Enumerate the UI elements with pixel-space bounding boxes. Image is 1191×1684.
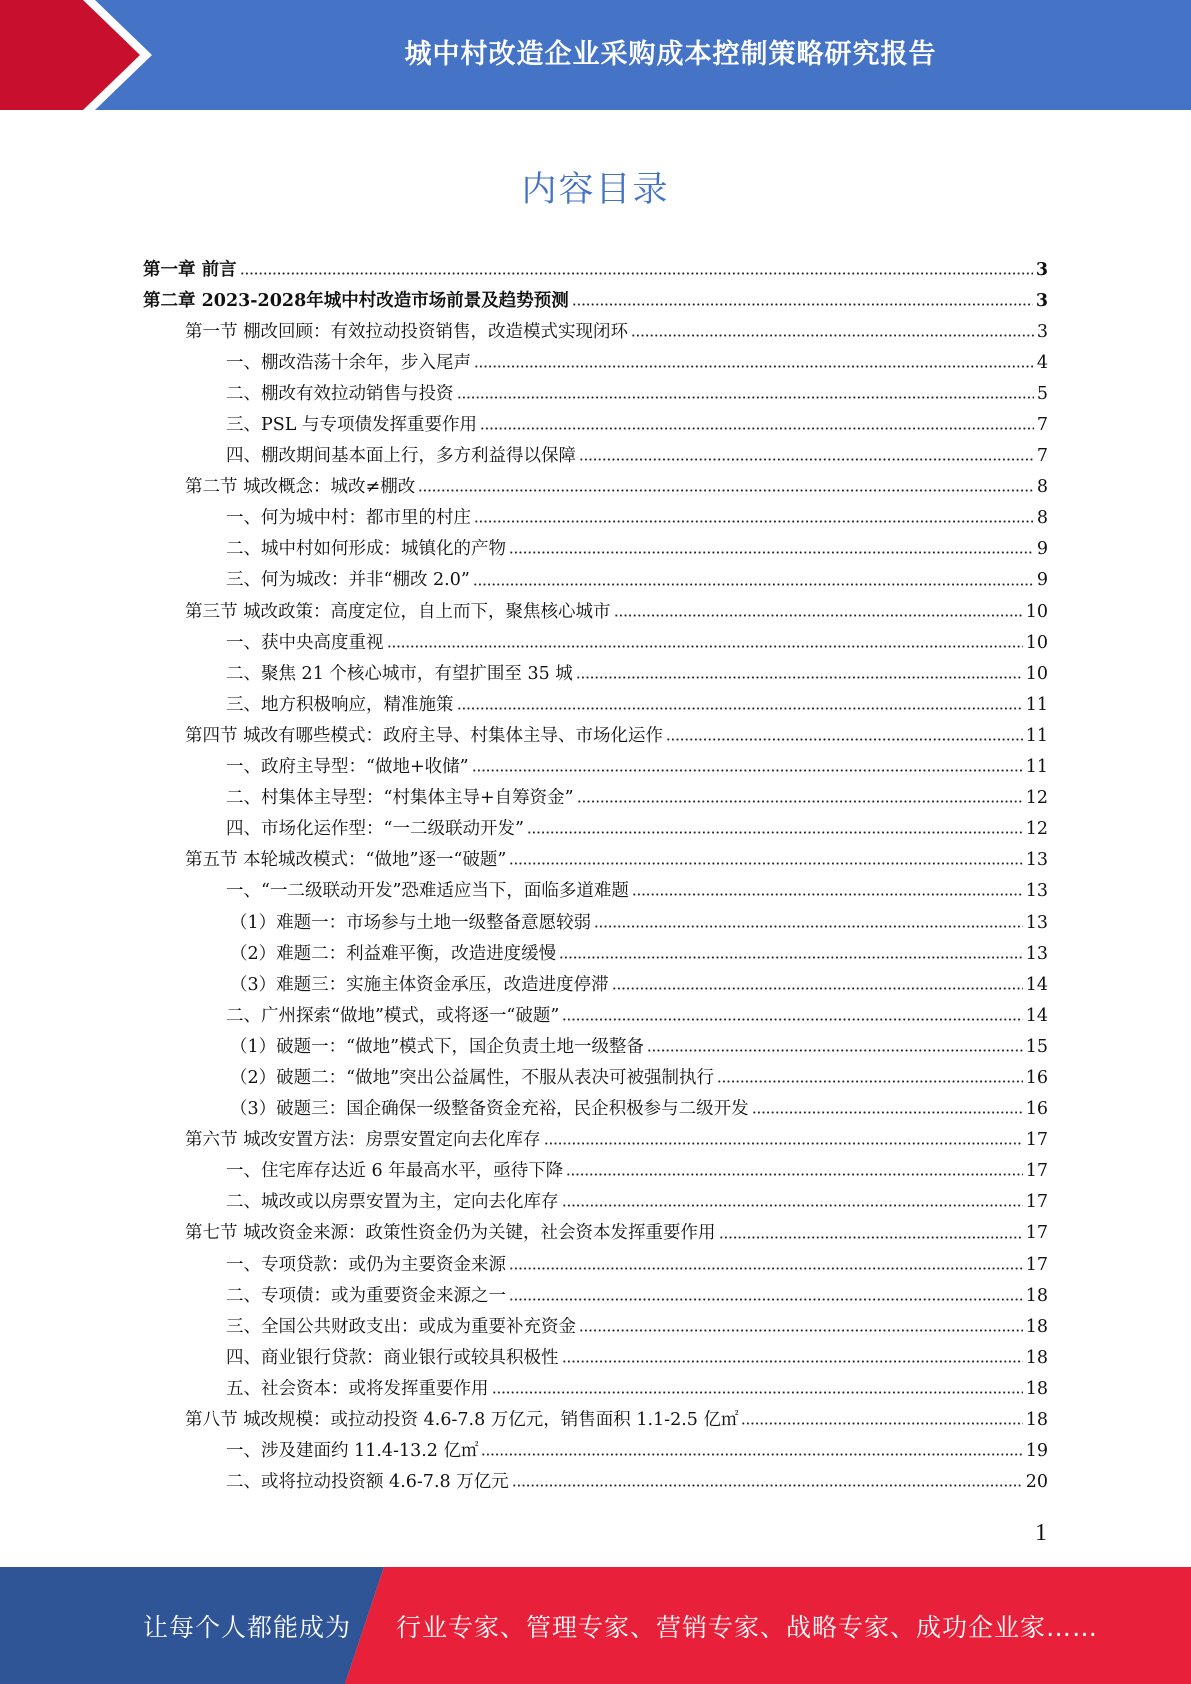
toc-entry[interactable] bbox=[143, 1249, 1048, 1280]
footer-slogan-right: 行业专家、管理专家、营销专家、战略专家、成功企业家…… bbox=[396, 1612, 1099, 1642]
toc-entry[interactable] bbox=[143, 1467, 1048, 1498]
toc-entry-title: 一、专项贷款：或仍为主要资金来源 bbox=[226, 1254, 506, 1275]
toc-entry-page: 16 bbox=[1025, 1099, 1048, 1120]
toc-entry-page: 10 bbox=[1025, 601, 1048, 622]
toc-entry[interactable] bbox=[143, 1000, 1048, 1031]
toc-entry[interactable] bbox=[143, 596, 1048, 627]
toc-entry[interactable] bbox=[143, 285, 1048, 316]
toc-entry-title: （2）难题二：利益难平衡，改造进度缓慢 bbox=[230, 943, 557, 964]
toc-entry-page: 7 bbox=[1036, 415, 1048, 436]
toc-entry[interactable] bbox=[143, 441, 1048, 472]
toc-entry-page: 18 bbox=[1025, 1347, 1048, 1368]
toc-leader-dots bbox=[577, 798, 1023, 806]
toc-entry-page: 17 bbox=[1025, 1223, 1048, 1244]
toc-entry[interactable] bbox=[143, 1436, 1048, 1467]
toc-leader-dots bbox=[562, 1357, 1023, 1365]
toc-entry-page: 3 bbox=[1035, 259, 1048, 280]
toc-entry-title: 第五节 本轮城改模式：“做地”逐一“破题” bbox=[185, 850, 507, 871]
toc-entry[interactable] bbox=[143, 1156, 1048, 1187]
toc-entry-title: 二、广州探索“做地”模式，或将逐一“破题” bbox=[226, 1005, 560, 1026]
toc-entry-page: 17 bbox=[1025, 1254, 1048, 1275]
toc-entry-page: 20 bbox=[1025, 1472, 1048, 1493]
toc-leader-dots bbox=[717, 1078, 1023, 1086]
toc-entry-title: 一、政府主导型：“做地+收储” bbox=[226, 757, 469, 778]
toc-leader-dots bbox=[719, 1233, 1023, 1241]
toc-entry-page: 13 bbox=[1025, 881, 1048, 902]
toc-leader-dots bbox=[512, 1482, 1023, 1490]
toc-entry-page: 11 bbox=[1025, 757, 1048, 778]
toc-entry[interactable] bbox=[143, 1062, 1048, 1093]
toc-leader-dots bbox=[473, 580, 1034, 588]
toc-entry[interactable] bbox=[143, 938, 1048, 969]
toc-entry[interactable] bbox=[143, 254, 1048, 285]
toc-entry-page: 10 bbox=[1025, 663, 1048, 684]
toc-entry[interactable] bbox=[143, 658, 1048, 689]
toc-leader-dots bbox=[579, 456, 1034, 464]
toc-entry-title: 第一节 棚改回顾：有效拉动投资销售，改造模式实现闭环 bbox=[185, 321, 629, 342]
toc-entry[interactable] bbox=[143, 1031, 1048, 1062]
toc-entry-page: 18 bbox=[1025, 1316, 1048, 1337]
toc-leader-dots bbox=[418, 487, 1034, 495]
report-title: 城中村改造企业采购成本控制策略研究报告 bbox=[404, 39, 937, 70]
footer-band bbox=[0, 1567, 1191, 1684]
toc-leader-dots bbox=[481, 1451, 1022, 1459]
toc-leader-dots bbox=[741, 1420, 1022, 1428]
toc-entry-title: 第二节 城改概念：城改≠棚改 bbox=[185, 477, 416, 498]
toc-entry-page: 3 bbox=[1035, 290, 1048, 311]
toc-entry-title: （1）破题一：“做地”模式下，国企负责土地一级整备 bbox=[230, 1036, 645, 1057]
toc-entry[interactable] bbox=[143, 627, 1048, 658]
toc-leader-dots bbox=[632, 891, 1023, 899]
toc-entry-title: 第六节 城改安置方法：房票安置定向去化库存 bbox=[185, 1130, 541, 1151]
toc-leader-dots bbox=[631, 331, 1034, 339]
toc-entry-page: 14 bbox=[1025, 974, 1048, 995]
toc-entry[interactable] bbox=[143, 814, 1048, 845]
toc-entry-page: 12 bbox=[1025, 819, 1048, 840]
toc-leader-dots bbox=[472, 767, 1023, 775]
toc-entry[interactable] bbox=[143, 876, 1048, 907]
toc-entry-title: 二、村集体主导型：“村集体主导+自筹资金” bbox=[226, 788, 574, 809]
toc-leader-dots bbox=[509, 549, 1034, 557]
toc-entry[interactable] bbox=[143, 1094, 1048, 1125]
toc-entry-title: 第一章 前言 bbox=[143, 259, 237, 280]
toc-entry-title: （3）难题三：实施主体资金承压，改造进度停滞 bbox=[230, 974, 609, 995]
toc-entry[interactable] bbox=[143, 689, 1048, 720]
toc-entry-title: 第七节 城改资金来源：政策性资金仍为关键，社会资本发挥重要作用 bbox=[185, 1223, 716, 1244]
page-number: 1 bbox=[1035, 1520, 1047, 1546]
toc-entry-page: 12 bbox=[1025, 788, 1048, 809]
toc-entry-title: 一、涉及建面约 11.4-13.2 亿㎡ bbox=[226, 1441, 479, 1462]
toc-entry-title: 五、社会资本：或将发挥重要作用 bbox=[226, 1378, 489, 1399]
toc-entry-page: 15 bbox=[1025, 1036, 1048, 1057]
toc-leader-dots bbox=[509, 1295, 1023, 1303]
toc-leader-dots bbox=[562, 1015, 1022, 1023]
toc-entry-page: 9 bbox=[1036, 539, 1048, 560]
toc-entry-title: 二、棚改有效拉动销售与投资 bbox=[226, 383, 454, 404]
toc-entry-page: 5 bbox=[1036, 383, 1048, 404]
toc-entry-title: （2）破题二：“做地”突出公益属性，不服从表决可被强制执行 bbox=[230, 1067, 715, 1088]
toc-entry[interactable] bbox=[143, 907, 1048, 938]
toc-heading: 内容目录 bbox=[521, 170, 670, 210]
toc-entry-page: 14 bbox=[1025, 1005, 1048, 1026]
toc-entry[interactable] bbox=[143, 472, 1048, 503]
toc-entry[interactable] bbox=[143, 969, 1048, 1000]
toc-entry[interactable] bbox=[143, 1342, 1048, 1373]
toc-entry-page: 8 bbox=[1036, 508, 1048, 529]
toc-leader-dots bbox=[492, 1388, 1023, 1396]
toc-leader-dots bbox=[566, 1171, 1022, 1179]
toc-entry-page: 4 bbox=[1036, 352, 1048, 373]
toc-entry-page: 13 bbox=[1025, 850, 1048, 871]
toc-entry-title: （1）难题一：市场参与土地一级整备意愿较弱 bbox=[230, 912, 592, 933]
toc-leader-dots bbox=[240, 269, 1033, 277]
toc-entry-page: 16 bbox=[1025, 1067, 1048, 1088]
toc-entry[interactable] bbox=[143, 1404, 1048, 1435]
toc-leader-dots bbox=[457, 704, 1023, 712]
toc-entry-page: 13 bbox=[1025, 943, 1048, 964]
toc-leader-dots bbox=[594, 922, 1023, 930]
toc-leader-dots bbox=[576, 673, 1023, 681]
toc-entry-title: 一、何为城中村：都市里的村庄 bbox=[226, 508, 471, 529]
toc-entry[interactable] bbox=[143, 845, 1048, 876]
toc-entry-title: 一、棚改浩荡十余年，步入尾声 bbox=[226, 352, 471, 373]
toc-entry-title: （3）破题三：国企确保一级整备资金充裕，民企积极参与二级开发 bbox=[230, 1099, 749, 1120]
toc-entry-title: 二、城改或以房票安置为主，定向去化库存 bbox=[226, 1192, 559, 1213]
toc-leader-dots bbox=[612, 984, 1023, 992]
toc-leader-dots bbox=[752, 1109, 1023, 1117]
toc-entry-page: 17 bbox=[1025, 1192, 1048, 1213]
toc-entry-title: 三、地方积极响应，精准施策 bbox=[226, 694, 454, 715]
toc-entry-page: 11 bbox=[1025, 725, 1048, 746]
toc-leader-dots bbox=[666, 736, 1023, 744]
toc-leader-dots bbox=[647, 1046, 1023, 1054]
table-of-contents bbox=[143, 254, 1048, 1498]
toc-leader-dots bbox=[572, 300, 1033, 308]
toc-entry[interactable] bbox=[143, 1218, 1048, 1249]
toc-entry-page: 11 bbox=[1025, 694, 1048, 715]
toc-entry[interactable] bbox=[143, 565, 1048, 596]
toc-leader-dots bbox=[527, 829, 1023, 837]
toc-entry-page: 7 bbox=[1036, 446, 1048, 467]
toc-leader-dots bbox=[457, 393, 1034, 401]
toc-entry-page: 3 bbox=[1036, 321, 1048, 342]
toc-leader-dots bbox=[387, 642, 1023, 650]
toc-entry-page: 18 bbox=[1025, 1378, 1048, 1399]
toc-leader-dots bbox=[614, 611, 1023, 619]
toc-entry[interactable] bbox=[143, 1187, 1048, 1218]
toc-leader-dots bbox=[579, 1326, 1023, 1334]
toc-entry-title: 三、全国公共财政支出：或成为重要补充资金 bbox=[226, 1316, 576, 1337]
toc-entry[interactable] bbox=[143, 1311, 1048, 1342]
toc-leader-dots bbox=[480, 425, 1034, 433]
toc-entry-title: 第四节 城改有哪些模式：政府主导、村集体主导、市场化运作 bbox=[185, 725, 664, 746]
toc-entry-title: 二、城中村如何形成：城镇化的产物 bbox=[226, 539, 506, 560]
toc-leader-dots bbox=[474, 362, 1034, 370]
toc-entry[interactable] bbox=[143, 720, 1048, 751]
toc-leader-dots bbox=[544, 1140, 1023, 1148]
toc-entry[interactable] bbox=[143, 534, 1048, 565]
toc-entry-title: 四、棚改期间基本面上行，多方利益得以保障 bbox=[226, 446, 576, 467]
toc-entry-page: 9 bbox=[1036, 570, 1048, 591]
toc-leader-dots bbox=[509, 1264, 1023, 1272]
toc-leader-dots bbox=[562, 1202, 1023, 1210]
toc-entry[interactable] bbox=[143, 378, 1048, 409]
toc-entry-title: 一、“一二级联动开发”恐难适应当下，面临多道难题 bbox=[226, 881, 629, 902]
footer-slogan-left: 让每个人都能成为 bbox=[143, 1612, 352, 1642]
header-band bbox=[0, 0, 1191, 110]
toc-entry-title: 三、PSL 与专项债发挥重要作用 bbox=[226, 415, 477, 436]
toc-entry-page: 19 bbox=[1025, 1441, 1048, 1462]
toc-entry-page: 18 bbox=[1025, 1285, 1048, 1306]
toc-entry-page: 17 bbox=[1025, 1130, 1048, 1151]
toc-entry-title: 第八节 城改规模：或拉动投资 4.6-7.8 万亿元，销售面积 1.1-2.5 亿㎡ bbox=[185, 1410, 739, 1431]
toc-entry[interactable] bbox=[143, 347, 1048, 378]
toc-entry-page: 8 bbox=[1036, 477, 1048, 498]
toc-entry-title: 一、住宅库存达近 6 年最高水平，亟待下降 bbox=[226, 1161, 564, 1182]
toc-entry[interactable] bbox=[143, 783, 1048, 814]
toc-entry-page: 13 bbox=[1025, 912, 1048, 933]
toc-entry-title: 四、市场化运作型：“一二级联动开发” bbox=[226, 819, 524, 840]
toc-leader-dots bbox=[474, 518, 1034, 526]
toc-leader-dots bbox=[559, 953, 1023, 961]
toc-entry-title: 第三节 城改政策：高度定位，自上而下，聚焦核心城市 bbox=[185, 601, 611, 622]
toc-entry[interactable] bbox=[143, 409, 1048, 440]
toc-entry[interactable] bbox=[143, 316, 1048, 347]
toc-entry-page: 17 bbox=[1025, 1161, 1048, 1182]
toc-leader-dots bbox=[509, 860, 1022, 868]
toc-entry[interactable] bbox=[143, 752, 1048, 783]
toc-entry-title: 二、专项债：或为重要资金来源之一 bbox=[226, 1285, 506, 1306]
toc-entry[interactable] bbox=[143, 1125, 1048, 1156]
toc-entry-page: 18 bbox=[1025, 1410, 1048, 1431]
toc-entry[interactable] bbox=[143, 1280, 1048, 1311]
toc-entry-page: 10 bbox=[1025, 632, 1048, 653]
toc-entry-title: 四、商业银行贷款：商业银行或较具积极性 bbox=[226, 1347, 559, 1368]
toc-entry[interactable] bbox=[143, 1373, 1048, 1404]
toc-entry-title: 第二章 2023-2028年城中村改造市场前景及趋势预测 bbox=[143, 290, 569, 311]
toc-entry-title: 二、聚焦 21 个核心城市，有望扩围至 35 城 bbox=[226, 663, 573, 684]
toc-entry-title: 三、何为城改：并非“棚改 2.0” bbox=[226, 570, 470, 591]
toc-entry[interactable] bbox=[143, 503, 1048, 534]
toc-entry-title: 二、或将拉动投资额 4.6-7.8 万亿元 bbox=[226, 1472, 509, 1493]
toc-entry-title: 一、获中央高度重视 bbox=[226, 632, 384, 653]
